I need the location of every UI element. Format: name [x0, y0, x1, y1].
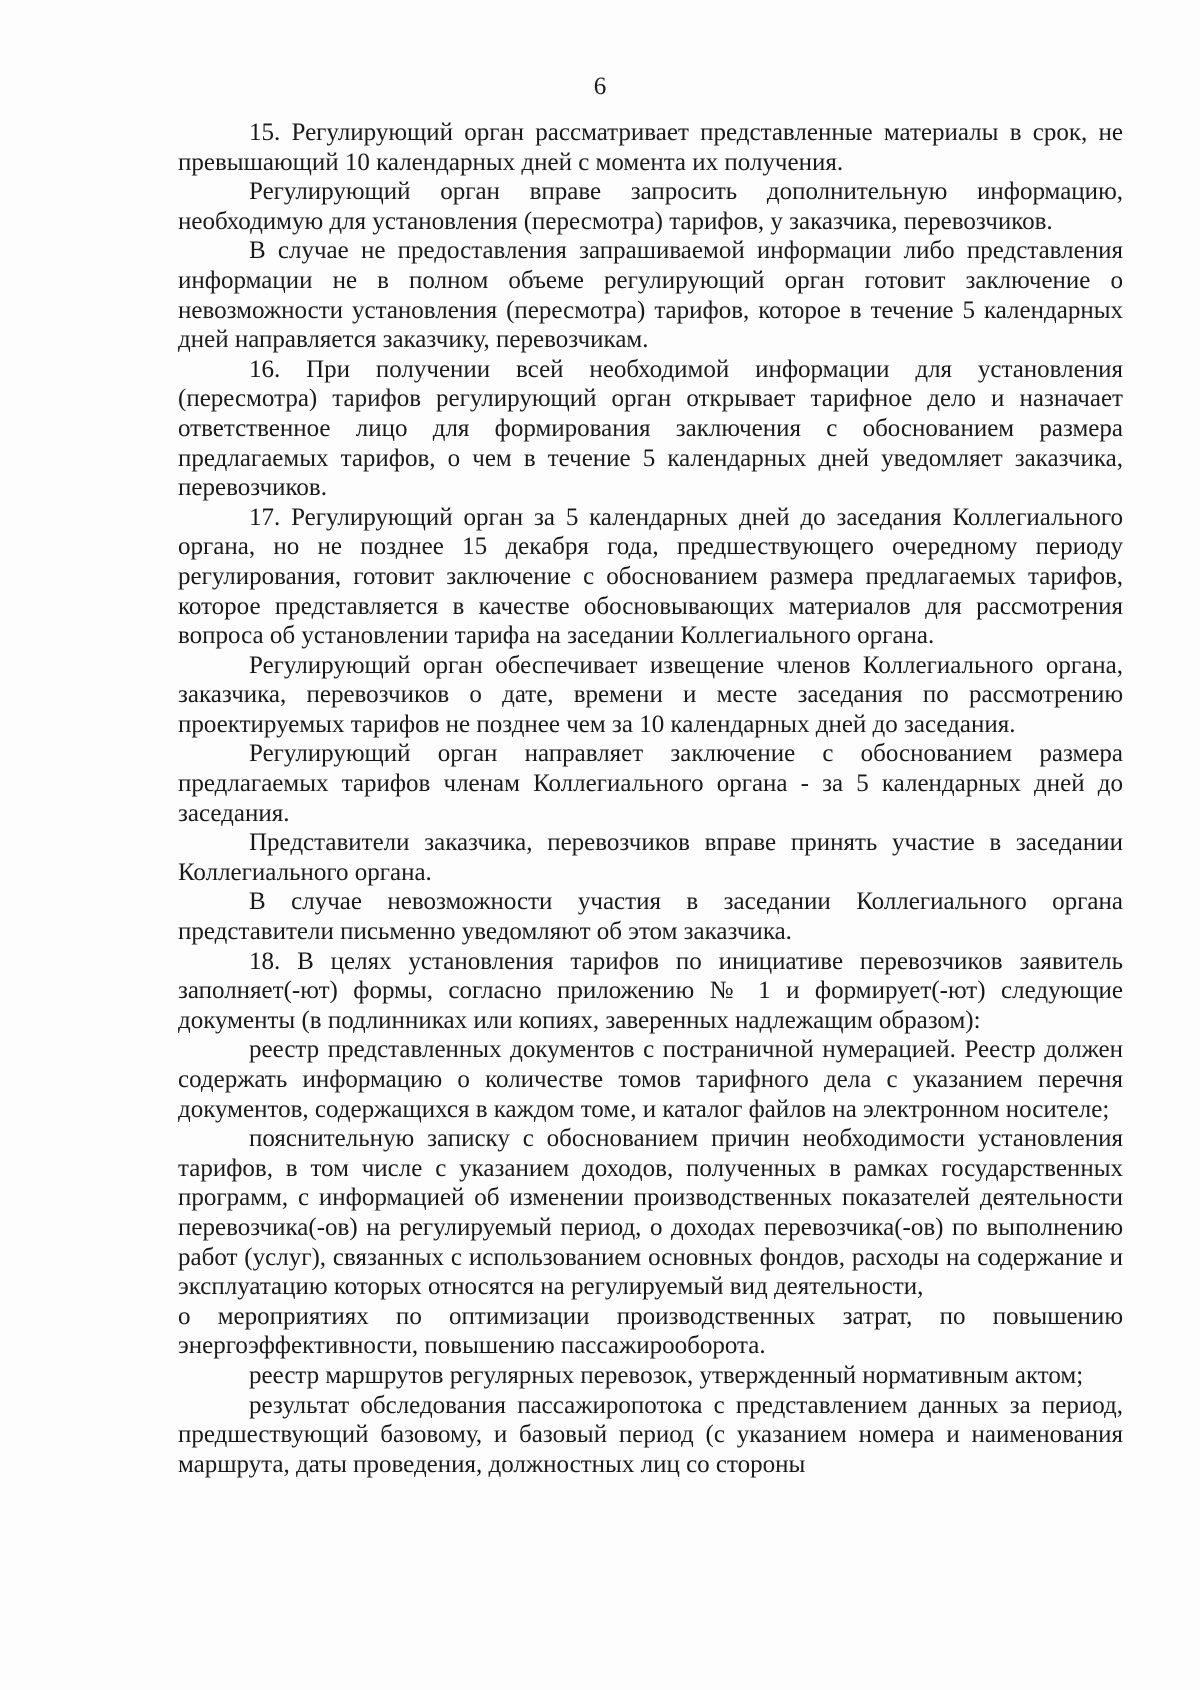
- paragraph-15: 15. Регулирующий орган рассматривает представленные материалы в срок, не превышающий 10 календарных дней с момента их получения.: [178, 119, 1123, 176]
- paragraph-notification: Регулирующий орган обеспечивает извещение членов Коллегиального органа, заказчика, перевозчиков о дате, времени и месте заседания по рассмотрению проектируемых тарифов не позднее чем за 10 календарных дней до заседания.: [178, 651, 1123, 738]
- paragraph-conclusion-sent: Регулирующий орган направляет заключение с обоснованием размера предлагаемых тарифов членам Коллегиального органа - за 5 календарных дней до заседания.: [178, 740, 1123, 827]
- paragraph-17: 17. Регулирующий орган за 5 календарных дней до заседания Коллегиального органа, но не позднее 15 декабря года, предшествующего очередному периоду регулирования, готовит заключение с обоснованием размера предлагаемых тарифов, которое представляется в качестве обосновывающих материалов для рассмотрения вопроса об установлении тарифа на заседании Коллегиального органа.: [178, 503, 1123, 650]
- paragraph-request-info: Регулирующий орган вправе запросить дополнительную информацию, необходимую для установления (пересмотра) тарифов, у заказчика, перевозчиков.: [178, 178, 1123, 235]
- paragraph-route-registry: реестр маршрутов регулярных перевозок, утвержденный нормативным актом;: [249, 1361, 1084, 1389]
- paragraph-registry-documents: реестр представленных документов с постраничной нумерацией. Реестр должен содержать информацию о количестве томов тарифного дела с указанием перечня документов, содержащихся в каждом томе, и каталог файлов на электронном носителе;: [178, 1036, 1123, 1123]
- document-body: [178, 118, 1123, 1479]
- paragraph-optimization-measures: о мероприятиях по оптимизации производственных затрат, по повышению энергоэффективности, повышению пассажирооборота.: [178, 1302, 1123, 1360]
- paragraph-16: 16. При получении всей необходимой информации для установления (пересмотра) тарифов регулирующий орган открывает тарифное дело и назначает ответственное лицо для формирования заключения с обоснованием размера предлагаемых тарифов, о чем в течение 5 календарных дней уведомляет заказчика, перевозчиков.: [178, 355, 1123, 502]
- paragraph-explanatory-note: пояснительную записку с обоснованием причин необходимости установления тарифов, в том числе с указанием доходов, полученных в рамках государственных программ, с информацией об изменении производственных показателей деятельности перевозчика(-ов) на регулируемый период, о доходах перевозчика(-ов) по выполнению работ (услуг), связанных с использованием основных фондов, расходы на содержание и эксплуатацию которых относятся на регулируемый вид деятельности,: [178, 1125, 1123, 1301]
- paragraph-18: 18. В целях установления тарифов по инициативе перевозчиков заявитель заполняет(-ют) формы, согласно приложению № 1 и формирует(-ют) следующие документы (в подлинниках или копиях, заверенных надлежащим образом):: [178, 947, 1123, 1034]
- paragraph-written-notice: В случае невозможности участия в заседании Коллегиального органа представители письменно уведомляют об этом заказчика.: [178, 888, 1123, 946]
- paragraph-participation: Представители заказчика, перевозчиков вправе принять участие в заседании Коллегиального органа.: [178, 829, 1123, 886]
- paragraph-info-not-provided: В случае не предоставления запрашиваемой информации либо представления информации не в полном объеме регулирующий орган готовит заключение о невозможности установления (пересмотра) тарифов, которое в течение 5 календарных дней направляется заказчику, перевозчикам.: [178, 237, 1123, 354]
- page-number: 6: [593, 73, 607, 100]
- paragraph-passenger-survey: результат обследования пассажиропотока с представлением данных за период, предшествующий базовому, и базовый период (с указанием номера и наименования маршрута, даты проведения, должностных лиц со стороны: [178, 1391, 1123, 1478]
